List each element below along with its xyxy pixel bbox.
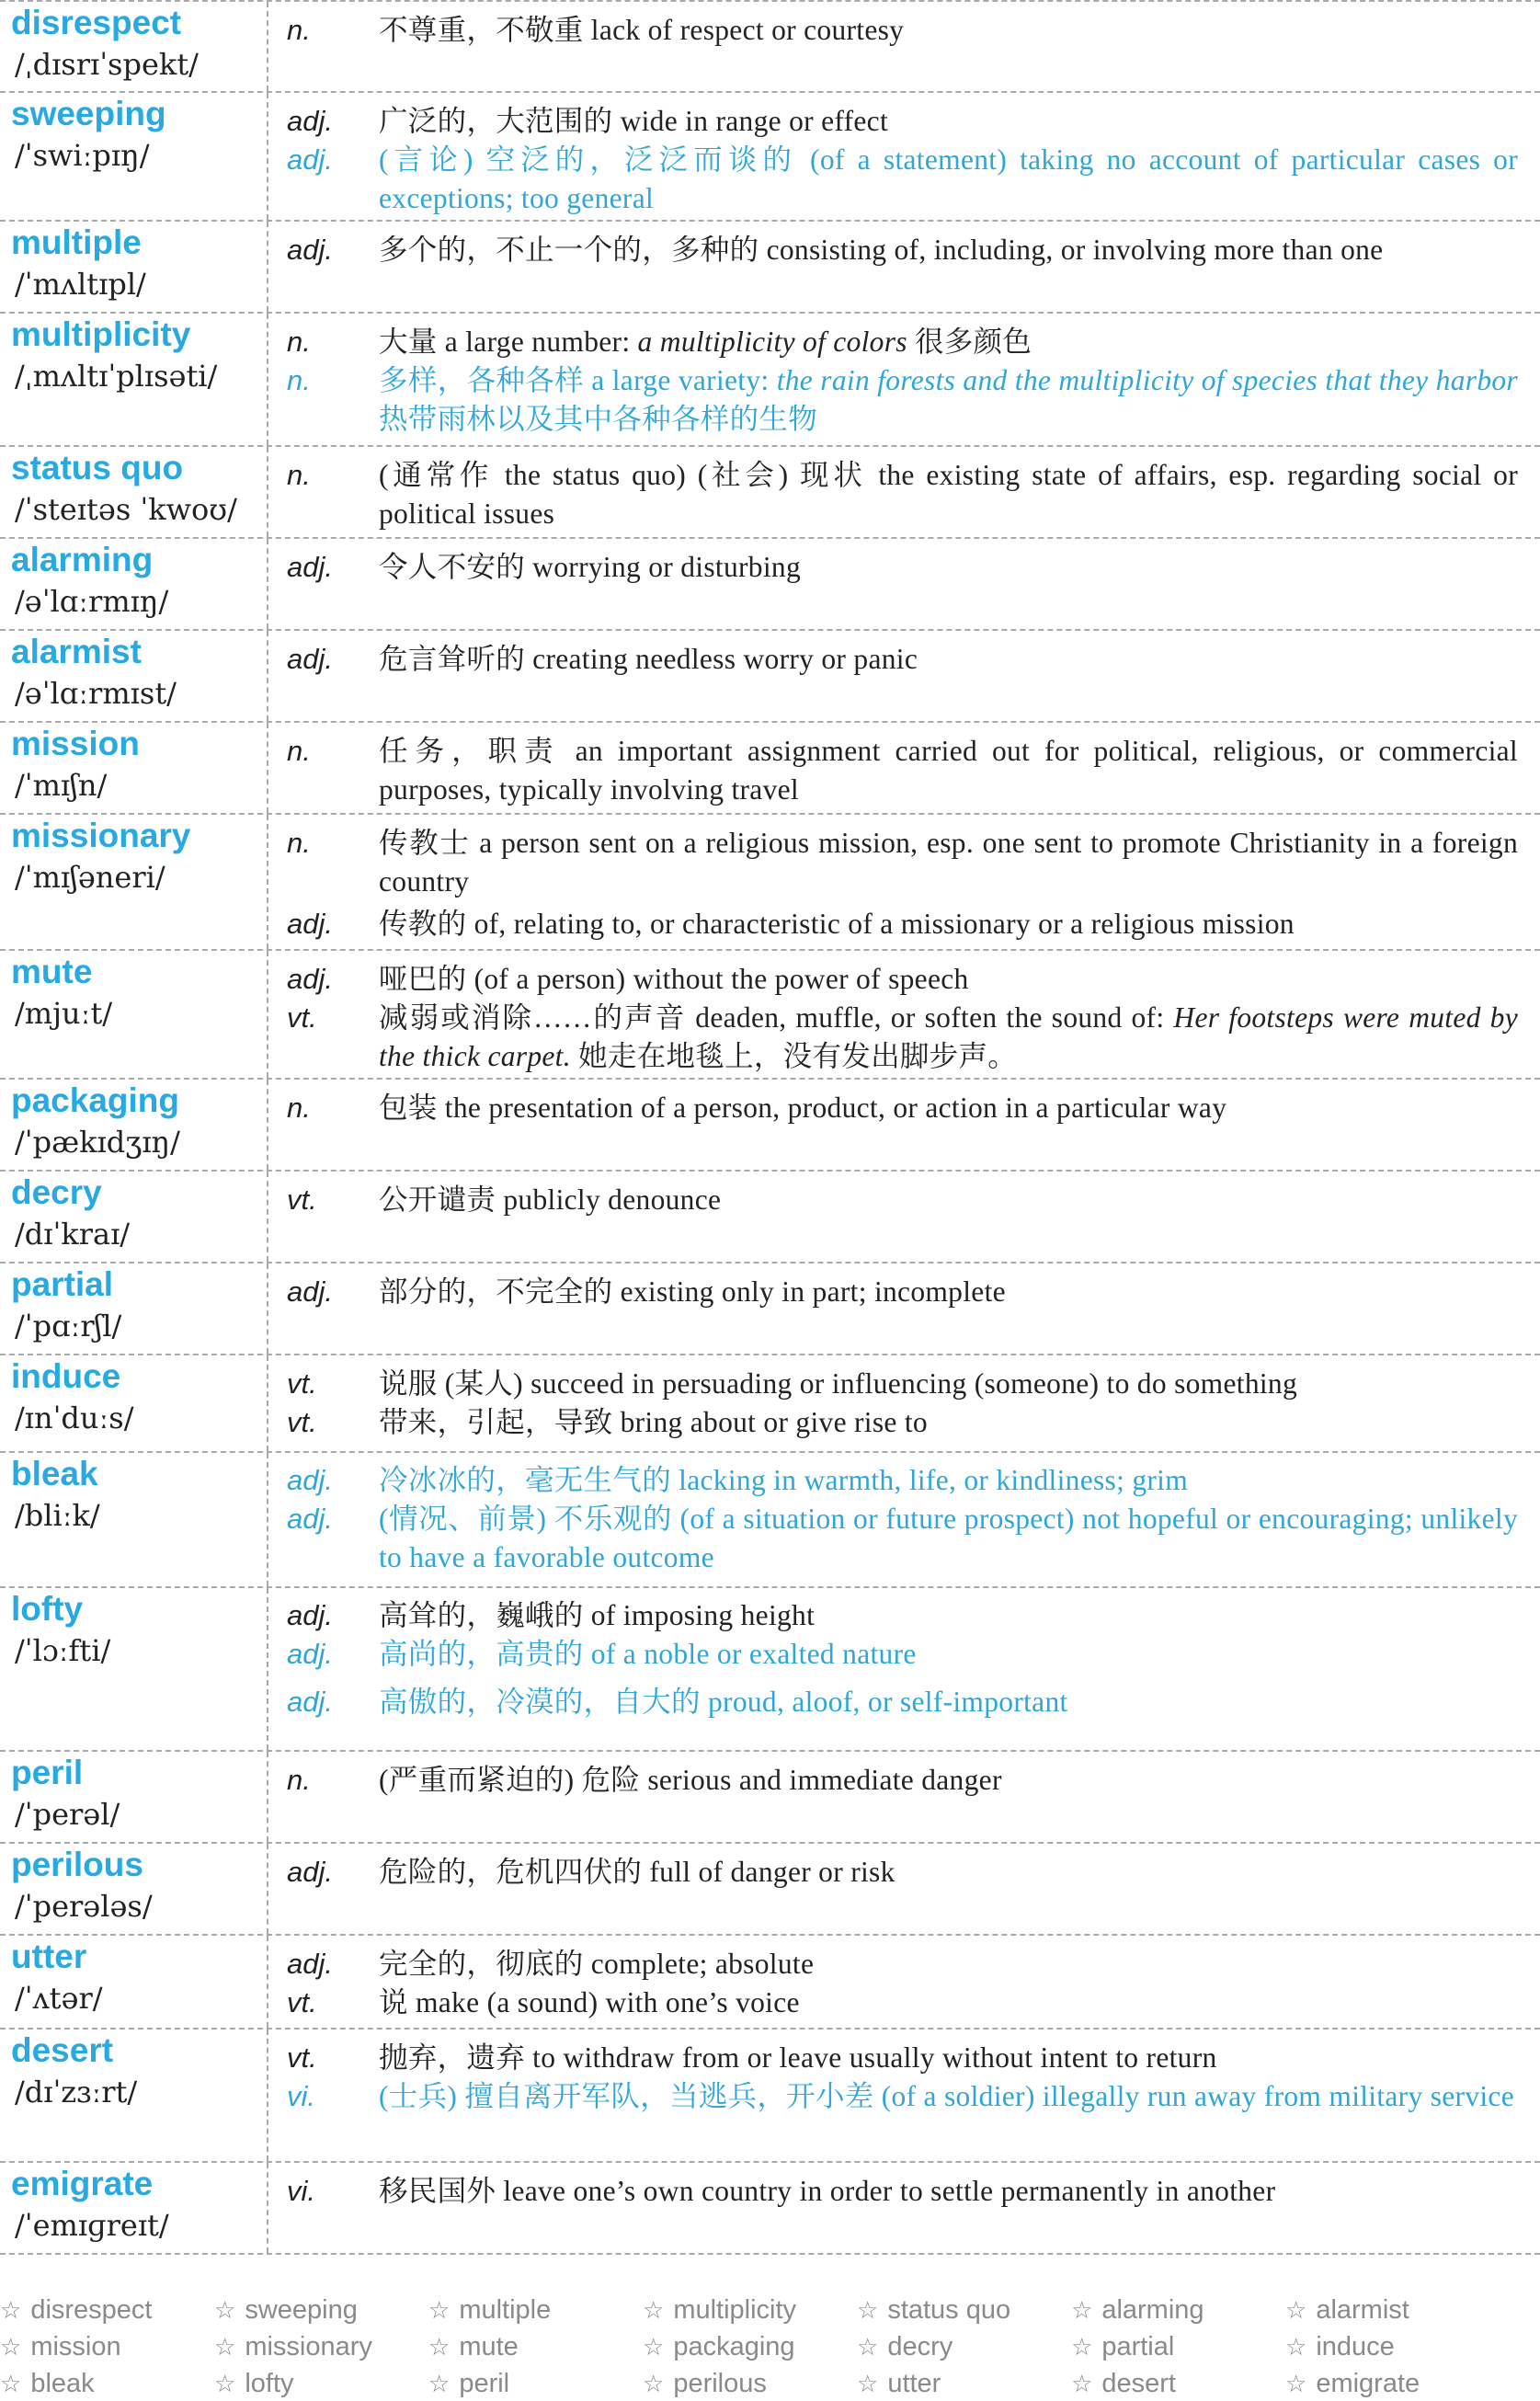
headword-cell [0,1844,268,1934]
sense [268,1089,1518,1127]
star-icon: ☆ [428,2334,451,2361]
pronunciation: /dɪˈkraɪ/ [15,1217,131,1252]
star-icon: ☆ [0,2334,22,2361]
headword: lofty [11,1590,84,1628]
entry-row [0,723,1540,815]
definition-cell [268,222,1540,312]
sense [268,824,1518,901]
part-of-speech: adj. [287,1464,333,1496]
part-of-speech: adj. [287,963,333,995]
star-icon: ☆ [214,2297,236,2325]
definition-text [379,1635,1518,1674]
headword: bleak [11,1455,98,1492]
entry-row [0,0,1540,93]
sense [268,1500,1518,1577]
definition-main: 多个的，不止一个的，多种的 consisting of, including, or involving more than one [379,234,1384,266]
definition-cell [268,314,1540,445]
definition-cell [268,1355,1540,1451]
star-icon: ☆ [1285,2297,1307,2325]
definition-cell [268,2163,1540,2253]
sense [268,2077,1518,2116]
headword-cell [0,2029,268,2161]
sense [268,2172,1518,2211]
definition-cell [268,1752,1540,1842]
checklist-item [428,2371,509,2397]
star-icon: ☆ [643,2297,665,2325]
star-icon: ☆ [0,2371,22,2398]
entry-row [0,631,1540,723]
definition-text [379,1273,1518,1311]
checklist-item [1285,2371,1420,2397]
checklist-word: perilous [673,2369,767,2398]
part-of-speech: adj. [287,1686,333,1718]
part-of-speech: n. [287,459,311,491]
definition-main: (严重而紧迫的) 危险 serious and immediate danger [379,1764,1002,1796]
sense [268,1761,1518,1800]
definition-text [379,102,1518,141]
pronunciation: /ˌmʌltɪˈplɪsəti/ [15,359,218,394]
headword-cell [0,1588,268,1750]
headword: multiplicity [11,315,191,353]
headword-cell [0,1080,268,1170]
sense [268,960,1518,999]
pronunciation: /ˈʌtər/ [15,1981,103,2016]
checklist-word: induce [1316,2332,1395,2361]
part-of-speech: n. [287,1092,311,1124]
headword-cell [0,2,268,91]
definition-main: 传教士 a person sent on a religious mission, esp. one sent to promote Christianity in a foreign country [379,827,1518,898]
sense [268,11,1518,50]
sense [268,361,1518,439]
word-checklist [0,2279,1540,2401]
headword: decry [11,1173,102,1211]
sense [268,1945,1518,1984]
definition-main: 冷冰冰的，毫无生气的 lacking in warmth, life, or kindliness; grim [379,1464,1189,1496]
headword: mission [11,725,140,762]
checklist-item [1071,2371,1176,2397]
part-of-speech: adj. [287,551,333,583]
entry-row [0,1263,1540,1355]
checklist-word: partial [1101,2332,1175,2361]
definition-cell [268,1844,1540,1934]
headword-cell [0,1936,268,2028]
definition-text [379,1403,1518,1442]
definition-text [379,960,1518,999]
entry-row [0,1844,1540,1936]
definition-main: (言论) 空泛的，泛泛而谈的 (of a statement) taking no account of particular cases or exceptions; too general [379,143,1518,214]
checklist-item [643,2297,796,2324]
definition-text [379,1089,1518,1127]
definition-cell [268,1453,1540,1586]
part-of-speech: n. [287,735,311,767]
definition-main: 减弱或消除……的声音 deaden, muffle, or soften the sound of: [379,1001,1174,1034]
star-icon: ☆ [643,2371,665,2398]
headword: mute [11,953,93,990]
definition-main: (情况、前景) 不乐观的 (of a situation or future prospect) not hopeful or encouraging; unlikely to have a favorable outcome [379,1503,1518,1573]
definition-main: (通常作 the status quo) (社会) 现状 the existing state of affairs, esp. regarding social or political issues [379,459,1518,530]
sense [268,1461,1518,1500]
checklist-word: alarmist [1316,2295,1409,2325]
pronunciation: /mjuːt/ [15,996,113,1031]
checklist-item [0,2334,121,2361]
pronunciation: /ˈperələs/ [15,1889,153,1924]
definition-text [379,824,1518,901]
checklist-item [428,2297,551,2324]
part-of-speech: vi. [287,2175,315,2207]
checklist-item [643,2371,767,2397]
pronunciation: /ˈmɪʃn/ [15,768,108,803]
checklist-word: peril [459,2369,510,2398]
pronunciation: /dɪˈzɜːrt/ [15,2075,138,2109]
definition-cell [268,723,1540,813]
headword-cell [0,222,268,312]
checklist-word: missionary [245,2332,372,2361]
entry-row [0,1453,1540,1588]
definition-main: 危言耸听的 creating needless worry or panic [379,643,918,675]
checklist-item [1071,2334,1174,2361]
entry-row [0,1588,1540,1752]
part-of-speech: vt. [287,1183,317,1216]
definition-main: 完全的，彻底的 complete; absolute [379,1948,815,1980]
star-icon: ☆ [1285,2371,1307,2398]
part-of-speech: n. [287,326,311,358]
sense [268,141,1518,218]
headword: disrespect [11,4,182,41]
checklist-word: desert [1101,2369,1176,2398]
checklist-item [428,2334,519,2361]
checklist-item [857,2334,953,2361]
part-of-speech: adj. [287,643,333,675]
pronunciation: /ˈemɪɡreɪt/ [15,2208,169,2243]
entry-row [0,815,1540,951]
definition-main: 传教的 of, relating to, or characteristic of a missionary or a religious mission [379,908,1295,940]
sense [268,231,1518,269]
definition-text [379,1683,1518,1721]
checklist-item [214,2371,294,2397]
definition-text [379,2077,1518,2116]
part-of-speech: vi. [287,2080,315,2112]
headword-cell [0,1355,268,1451]
definition-main: 不尊重，不敬重 lack of respect or courtesy [379,14,905,46]
checklist-item [0,2371,95,2397]
entry-row [0,1752,1540,1844]
definition-text [379,1596,1518,1635]
checklist-item [857,2297,1010,2324]
headword: multiple [11,223,142,261]
headword-cell [0,539,268,629]
headword: desert [11,2031,114,2069]
headword-cell [0,1172,268,1262]
part-of-speech: vt. [287,1986,317,2018]
star-icon: ☆ [1285,2334,1307,2361]
checklist-word: disrespect [30,2295,153,2325]
definition-text [379,1500,1518,1577]
definition-main: 广泛的，大范围的 wide in range or effect [379,105,889,137]
definition-text [379,732,1518,809]
headword-cell [0,1453,268,1586]
entry-row [0,2029,1540,2163]
pronunciation: /ˈlɔːfti/ [15,1633,111,1668]
sense [268,1984,1518,2022]
definition-main: 大量 a large number: [379,326,638,358]
checklist-item [643,2334,795,2361]
headword: perilous [11,1846,143,1883]
sense [268,999,1518,1076]
definition-text [379,361,1518,439]
definition-main: (士兵) 擅自离开军队，当逃兵，开小差 (of a soldier) illegally run away from military service [379,2080,1514,2112]
star-icon: ☆ [428,2371,451,2398]
definition-cell [268,1080,1540,1170]
headword: partial [11,1265,114,1303]
sense [268,1683,1518,1721]
definition-text [379,1945,1518,1984]
checklist-word: alarming [1101,2295,1204,2325]
checklist-item [214,2334,372,2361]
part-of-speech: adj. [287,1638,333,1670]
example-translation: 她走在地毯上，没有发出脚步声。 [570,1040,1018,1072]
entry-row [0,447,1540,539]
pronunciation: /ˌdɪsrɪˈspekt/ [15,47,199,82]
definition-text [379,323,1518,361]
definition-cell [268,631,1540,721]
checklist-word: packaging [673,2332,795,2361]
definition-cell [268,951,1540,1078]
definition-text [379,456,1518,533]
sense [268,2039,1518,2077]
checklist-word: lofty [245,2369,294,2398]
sense [268,1365,1518,1403]
definition-text [379,548,1518,587]
headword-cell [0,723,268,813]
checklist-word: sweeping [245,2295,358,2325]
part-of-speech: adj. [287,1503,333,1535]
definition-main: 高耸的，巍峨的 of imposing height [379,1599,816,1631]
star-icon: ☆ [857,2334,879,2361]
definition-text [379,640,1518,679]
definition-main: 令人不安的 worrying or disturbing [379,551,801,583]
definition-text [379,1853,1518,1892]
entry-row [0,951,1540,1080]
checklist-word: status quo [887,2295,1011,2325]
checklist-item [214,2297,358,2324]
star-icon: ☆ [214,2371,236,2398]
sense [268,640,1518,679]
pronunciation: /ˈmɪʃəneri/ [15,860,165,895]
entry-row [0,1355,1540,1453]
headword: alarming [11,541,154,578]
sense [268,1403,1518,1442]
star-icon: ☆ [1071,2297,1093,2325]
definition-text [379,2172,1518,2211]
sense [268,456,1518,533]
checklist-item [857,2371,941,2397]
headword-cell [0,815,268,949]
headword: status quo [11,449,184,486]
checklist-word: mission [30,2332,121,2361]
headword-cell [0,2163,268,2253]
definition-text [379,1181,1518,1219]
pronunciation: /bliːk/ [15,1498,100,1533]
definition-main: 公开谴责 publicly denounce [379,1183,722,1216]
definition-main: 说服 (某人) succeed in persuading or influencing (someone) to do something [379,1367,1298,1400]
sense [268,323,1518,361]
part-of-speech: vt. [287,1406,317,1438]
part-of-speech: adj. [287,908,333,940]
part-of-speech: vt. [287,1001,317,1034]
part-of-speech: adj. [287,1599,333,1631]
part-of-speech: adj. [287,234,333,266]
sense [268,548,1518,587]
definition-text [379,1365,1518,1403]
definition-main: 部分的，不完全的 existing only in part; incomplete [379,1275,1006,1308]
definition-main: 抛弃，遗弃 to withdraw from or leave usually without intent to return [379,2041,1217,2074]
checklist-word: multiple [459,2295,552,2325]
definition-cell [268,1263,1540,1354]
sense [268,1635,1518,1674]
entry-row [0,1172,1540,1263]
headword: emigrate [11,2165,154,2202]
pronunciation: /ˈperəl/ [15,1797,120,1832]
definition-cell [268,815,1540,949]
headword-cell [0,93,268,220]
definition-text [379,1984,1518,2022]
part-of-speech: adj. [287,143,333,176]
checklist-word: multiplicity [673,2295,797,2325]
checklist-word: decry [887,2332,953,2361]
definition-text [379,1761,1518,1800]
definition-main: 多样，各种各样 a large variety: [379,364,777,396]
example-translation: 热带雨林以及其中各种各样的生物 [379,403,818,435]
checklist-item [1071,2297,1204,2324]
sense [268,102,1518,141]
part-of-speech: vt. [287,2041,317,2074]
checklist-item [1285,2334,1395,2361]
part-of-speech: adj. [287,1275,333,1308]
part-of-speech: n. [287,1764,311,1796]
definition-main: 包装 the presentation of a person, product, or action in a particular way [379,1092,1227,1124]
sense [268,1853,1518,1892]
definition-text [379,1461,1518,1500]
headword-cell [0,631,268,721]
example-sentence: the rain forests and the multiplicity of species that they harbor [776,364,1518,396]
example-translation: 很多颜色 [907,326,1032,358]
part-of-speech: vt. [287,1367,317,1400]
pronunciation: /ˈpækɪdʒɪŋ/ [15,1125,180,1160]
star-icon: ☆ [857,2371,879,2398]
headword: missionary [11,817,191,854]
definition-text [379,11,1518,50]
pronunciation: /ˈswiːpɪŋ/ [15,138,150,173]
pronunciation: /əˈlɑːrmɪŋ/ [15,584,169,619]
definition-main: 高傲的，冷漠的，自大的 proud, aloof, or self-important [379,1686,1068,1718]
entry-row [0,1936,1540,2029]
headword: packaging [11,1081,179,1119]
checklist-item [1285,2297,1409,2324]
headword: utter [11,1938,87,1975]
part-of-speech: adj. [287,1856,333,1888]
definition-cell [268,2029,1540,2161]
star-icon: ☆ [214,2334,236,2361]
headword-cell [0,1752,268,1842]
headword-cell [0,1263,268,1354]
star-icon: ☆ [1071,2371,1093,2398]
definition-main: 移民国外 leave one’s own country in order to settle permanently in another [379,2175,1276,2207]
headword-cell [0,951,268,1078]
part-of-speech: adj. [287,1948,333,1980]
checklist-word: bleak [30,2369,95,2398]
pronunciation: /ˈsteɪtəs ˈkwoʊ/ [15,492,237,527]
definition-cell [268,447,1540,537]
definition-text [379,141,1518,218]
checklist-word: emigrate [1316,2369,1420,2398]
definition-main: 说 make (a sound) with one’s voice [379,1986,800,2018]
definition-cell [268,1936,1540,2028]
definition-main: 任务，职责 an important assignment carried out for political, religious, or commercial purposes, typically involving travel [379,735,1518,806]
star-icon: ☆ [643,2334,665,2361]
part-of-speech: n. [287,827,311,859]
entry-row [0,93,1540,222]
headword: peril [11,1754,84,1791]
checklist-item [0,2297,152,2324]
entry-row [0,539,1540,631]
checklist-word: mute [459,2332,519,2361]
pronunciation: /ˈmʌltɪpl/ [15,267,146,302]
sense [268,1181,1518,1219]
star-icon: ☆ [428,2297,451,2325]
definition-text [379,231,1518,269]
headword-cell [0,447,268,537]
definition-text [379,2039,1518,2077]
entry-row [0,1080,1540,1172]
entry-row [0,314,1540,447]
sense [268,1596,1518,1635]
entry-row [0,2163,1540,2255]
pronunciation: /ɪnˈduːs/ [15,1401,134,1435]
part-of-speech: n. [287,14,311,46]
definition-main: 危险的，危机四伏的 full of danger or risk [379,1856,895,1888]
example-sentence: Her footsteps were muted by the thick carpet. [379,1001,1519,1072]
definition-cell [268,539,1540,629]
definition-main: 高尚的，高贵的 of a noble or exalted nature [379,1638,917,1670]
checklist-word: utter [887,2369,941,2398]
headword: alarmist [11,633,142,670]
definition-main: 带来，引起，导致 bring about or give rise to [379,1406,928,1438]
definition-text [379,999,1518,1076]
pronunciation: /əˈlɑːrmɪst/ [15,676,177,711]
headword: induce [11,1357,121,1395]
headword-cell [0,314,268,445]
part-of-speech: adj. [287,105,333,137]
definition-main: 哑巴的 (of a person) without the power of speech [379,963,969,995]
definition-cell [268,1588,1540,1750]
definition-cell [268,2,1540,91]
star-icon: ☆ [0,2297,22,2325]
sense [268,732,1518,809]
entry-row [0,222,1540,314]
sense [268,1273,1518,1311]
star-icon: ☆ [1071,2334,1093,2361]
part-of-speech: n. [287,364,311,396]
pronunciation: /ˈpɑːrʃl/ [15,1309,122,1343]
example-sentence: a multiplicity of colors [637,326,907,358]
definition-cell [268,1172,1540,1262]
sense [268,905,1518,943]
headword: sweeping [11,95,166,132]
star-icon: ☆ [857,2297,879,2325]
definition-cell [268,93,1540,220]
definition-text [379,905,1518,943]
